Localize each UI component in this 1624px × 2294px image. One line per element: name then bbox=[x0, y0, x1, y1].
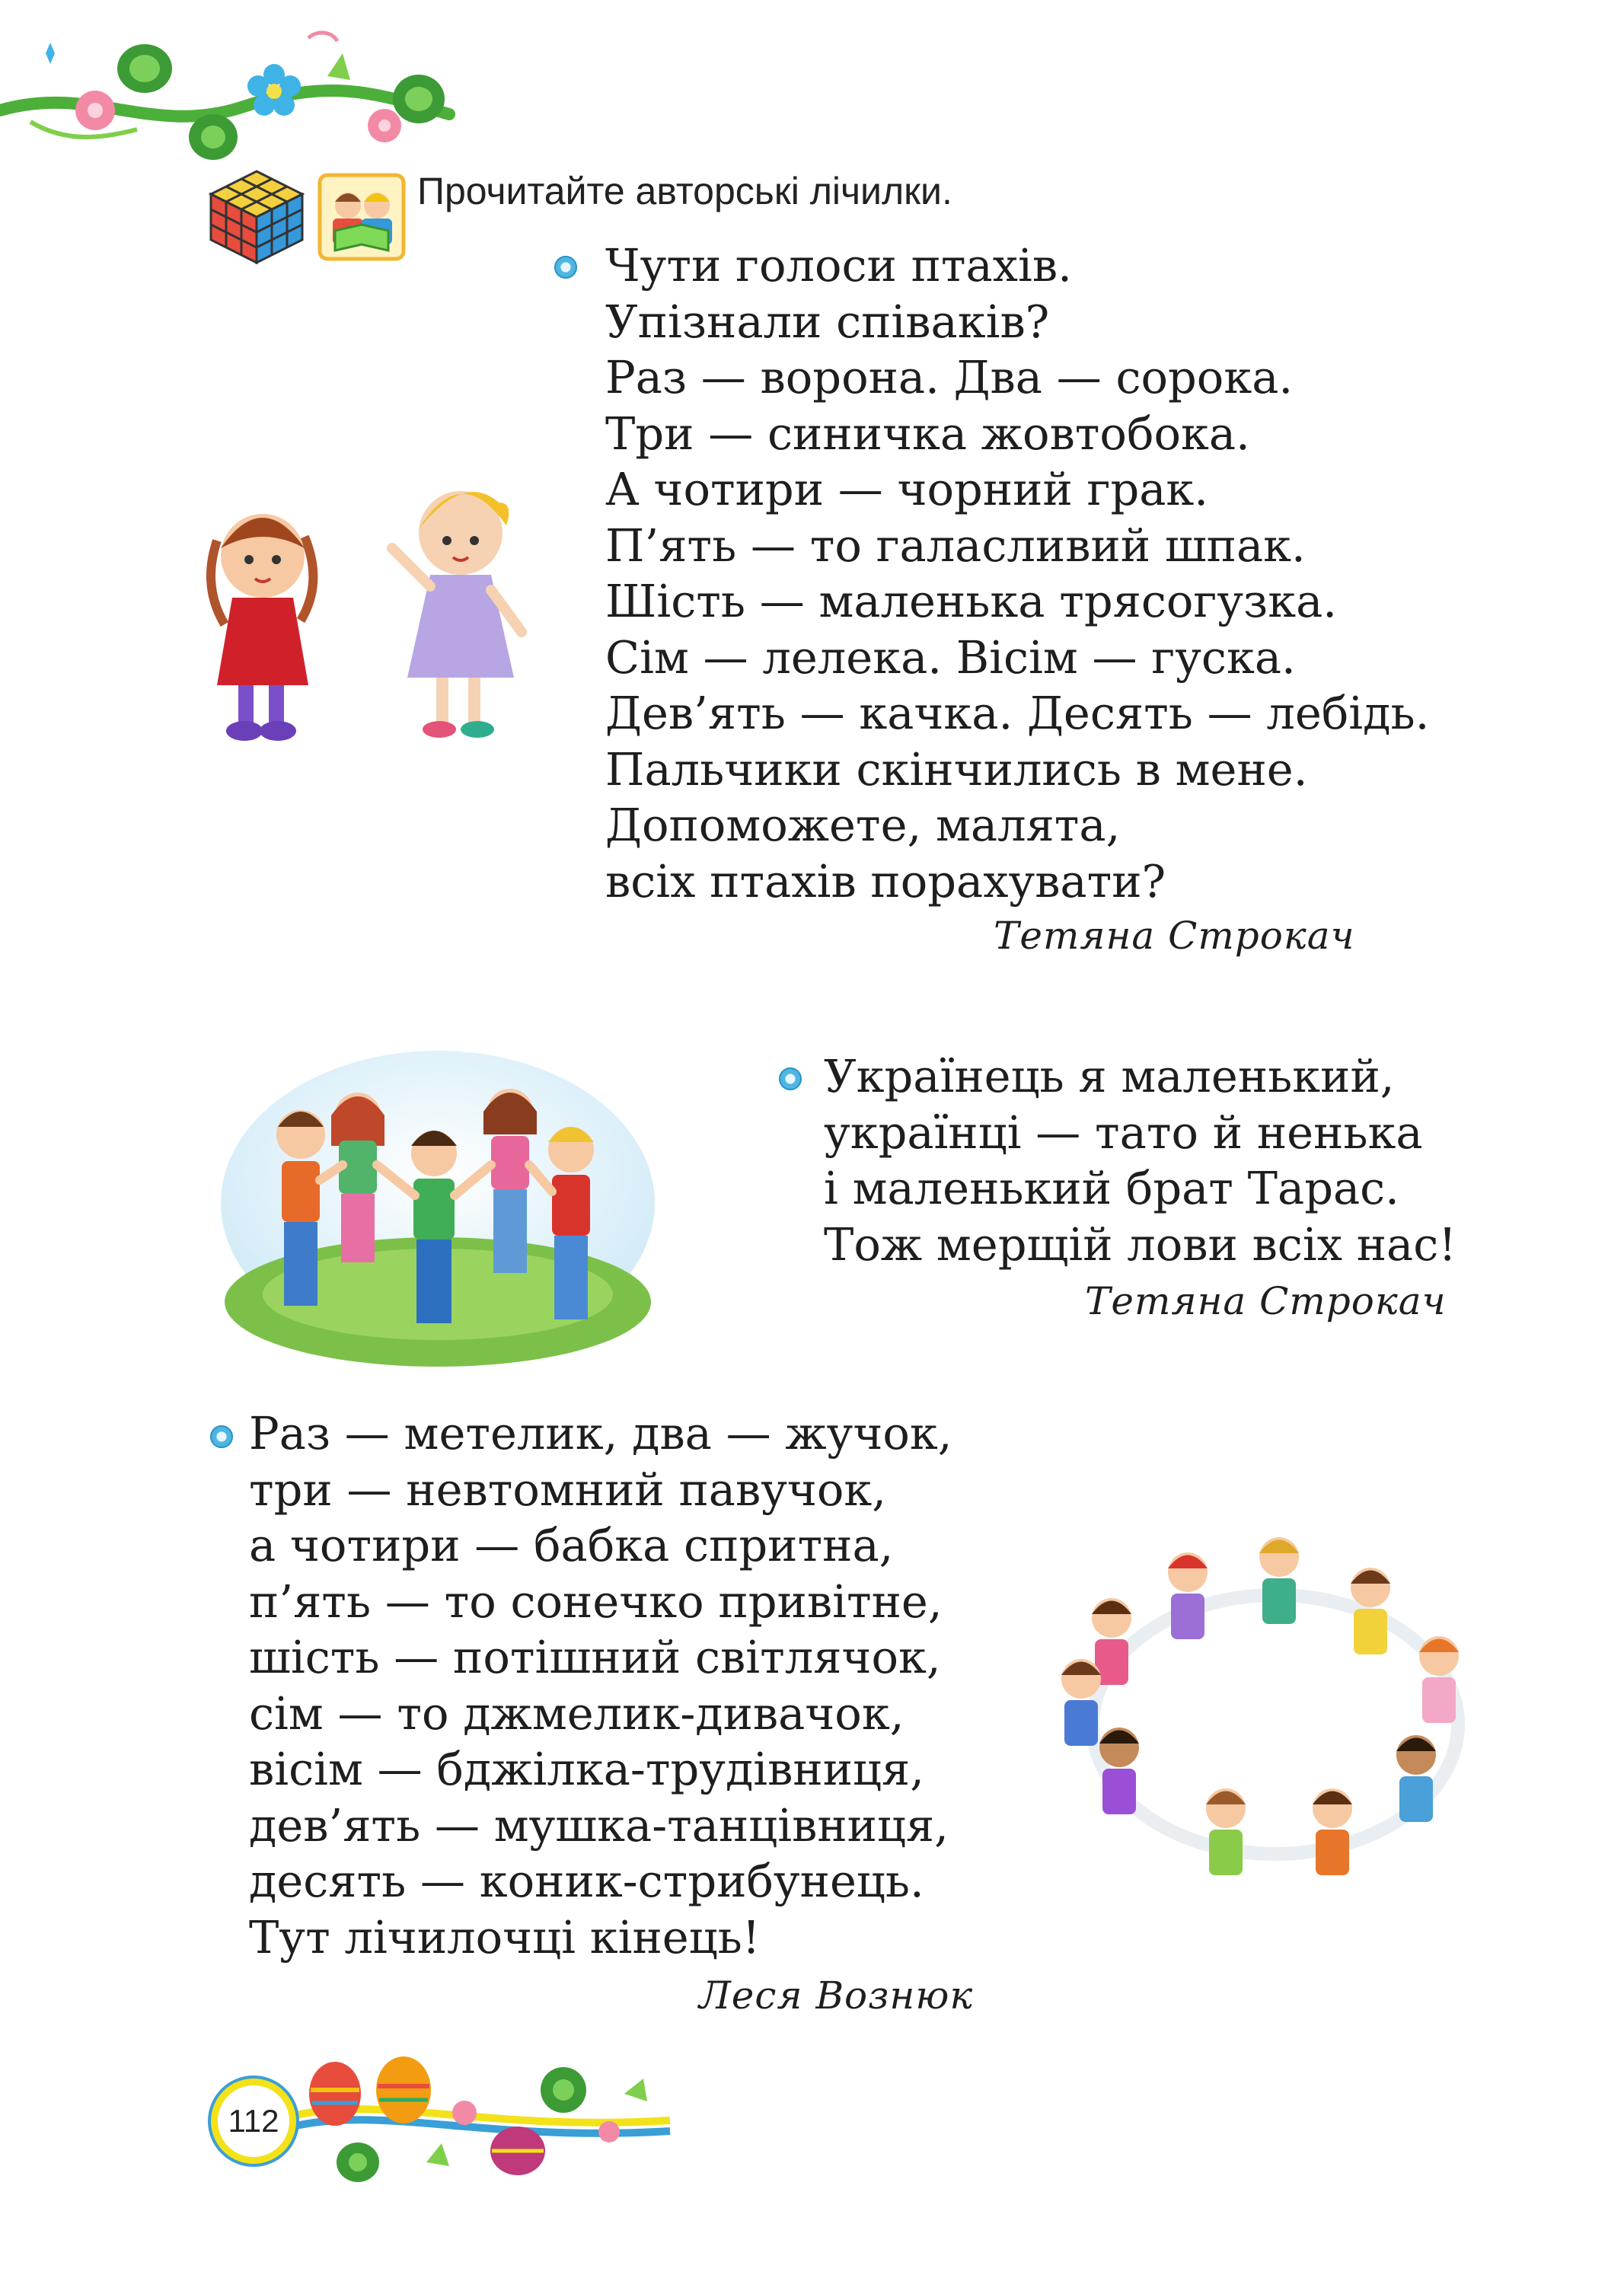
poem-2-author: Тетяна Строкач bbox=[1085, 1279, 1447, 1323]
poem-line: А чотири — чорний грак. bbox=[605, 463, 1209, 515]
poem-line: Упізнали співаків? bbox=[605, 295, 1050, 348]
poem-line: Шість — маленька трясогузка. bbox=[605, 575, 1338, 627]
poem-3-author: Леся Вознюк bbox=[699, 1973, 974, 2018]
poem-line: Раз — метелик, два — жучок, bbox=[249, 1407, 952, 1460]
poem-line: Українець я маленький, bbox=[824, 1050, 1395, 1102]
poem-line: всіх птахів порахувати? bbox=[605, 854, 1166, 908]
poem-line: а чотири — бабка спритна, bbox=[249, 1519, 894, 1571]
poem-line: п’ять — то сонечко привітне, bbox=[249, 1575, 943, 1628]
children-ring-illustration bbox=[1035, 1504, 1515, 1930]
poem-line: Чути голоси птахів. bbox=[605, 239, 1072, 292]
poem-1 bbox=[605, 238, 1429, 909]
reading-children-icon bbox=[316, 171, 407, 263]
poem-line: Раз — ворона. Два — сорока. bbox=[605, 351, 1294, 404]
instruction-text: Прочитайте авторські лічилки. bbox=[417, 170, 952, 212]
bullet-marker-poem-3 bbox=[210, 1425, 233, 1448]
poem-line: шість — потішний світлячок, bbox=[249, 1631, 941, 1683]
rubik-cube-icon bbox=[207, 168, 306, 266]
poem-3 bbox=[249, 1405, 952, 1965]
two-girls-illustration bbox=[194, 457, 560, 761]
poem-line: Дев’ять — качка. Десять — лебідь. bbox=[605, 687, 1430, 739]
children-dancing-on-grass-illustration bbox=[217, 1051, 659, 1370]
page-number: 112 bbox=[211, 2079, 296, 2164]
poem-line: П’ять — то галасливий шпак. bbox=[605, 518, 1306, 572]
poem-line: десять — коник-стрибунець. bbox=[249, 1855, 924, 1907]
easter-eggs-bottom-decoration bbox=[289, 2048, 685, 2193]
bullet-marker-poem-2 bbox=[779, 1067, 802, 1090]
poem-1-author: Тетяна Строкач bbox=[994, 914, 1355, 958]
poem-line: Допоможете, малята, bbox=[605, 799, 1121, 851]
poem-line: і маленький брат Тарас. bbox=[824, 1162, 1399, 1214]
poem-line: сім — то джмелик-дивачок, bbox=[249, 1686, 905, 1740]
poem-line: Сім — лелека. Вісім — гуска. bbox=[605, 630, 1296, 684]
poem-line: Тут лічилочці кінець! bbox=[249, 1910, 761, 1964]
poem-line: Тож мерщій лови всіх нас! bbox=[824, 1217, 1456, 1271]
poem-line: Три — синичка жовтобока. bbox=[605, 407, 1250, 460]
poem-line: три — невтомний павучок, bbox=[249, 1463, 887, 1516]
poem-line: українці — тато й ненька bbox=[824, 1106, 1423, 1159]
poem-2 bbox=[824, 1048, 1456, 1272]
bullet-marker-poem-1 bbox=[554, 256, 577, 279]
poem-line: вісім — бджілка-трудівниця, bbox=[249, 1743, 924, 1795]
floral-vine-top-decoration bbox=[0, 23, 457, 175]
poem-line: Пальчики скінчились в мене. bbox=[605, 742, 1308, 796]
poem-line: дев’ять — мушка-танцівниця, bbox=[249, 1798, 949, 1852]
